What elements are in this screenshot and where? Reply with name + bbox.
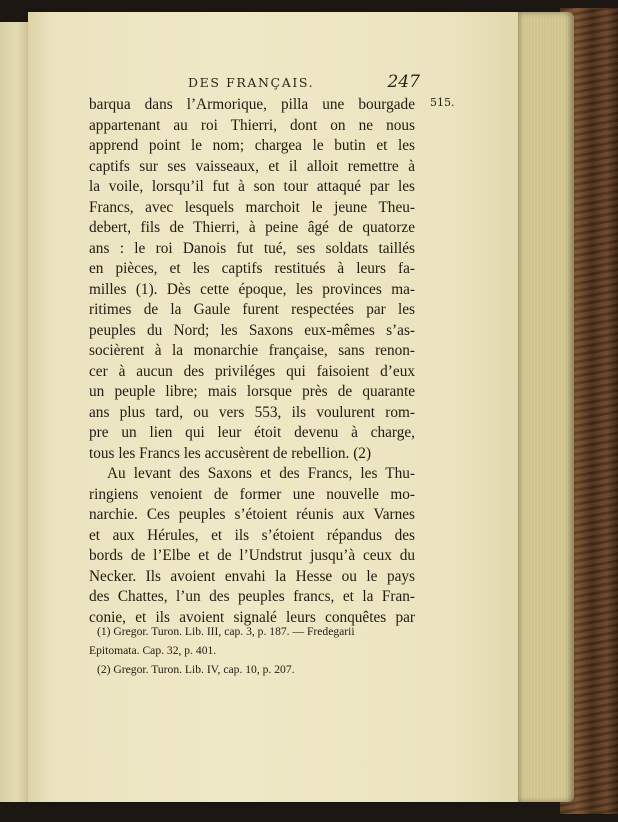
text-line: appartenant au roi Thierri, dont on ne nous (89, 116, 415, 134)
text-line: captifs sur ses vaisseaux, et il alloit remettre à (89, 157, 415, 175)
running-head-title: DES FRANÇAIS. (188, 75, 315, 90)
facing-page-edge (0, 22, 29, 802)
text-line: Au levant des Saxons et des Francs, les Thu- (107, 465, 415, 482)
text-line: Necker. Ils avoient envahi la Hesse ou le pays (89, 567, 415, 585)
text-line: bords de l’Elbe et de l’Undstrut jusqu’à ceux du (89, 547, 415, 564)
text-line: en pièces, et les captifs restitués à leurs fa- (89, 260, 415, 277)
text-line: ans : le roi Danois fut tué, ses soldats taillés (89, 239, 415, 257)
text-line: conie, et ils avoient signalé leurs conquêtes par (89, 608, 415, 626)
text-line: apprend point le nom; chargea le butin et les (89, 137, 415, 154)
text-line: Francs, avec lesquels marchoit le jeune Theu- (89, 198, 415, 216)
text-line: socièrent à la monarchie française, sans renon- (89, 342, 415, 359)
text-line: la voile, lorsqu’il fut à son tour attaqué par les (89, 178, 415, 195)
body-text (89, 95, 415, 628)
text-line: debert, fils de Thierri, à peine âgé de quatorze (89, 219, 415, 236)
text-line: tous les Francs les accusèrent de rebellion. (2) (89, 444, 372, 462)
page-number: 247 (387, 72, 420, 92)
text-line: un peuple libre; mais lorsque près de quarante (89, 383, 415, 400)
text-line: barqua dans l’Armorique, pilla une bourgade (89, 96, 415, 113)
text-line: narchie. Ces peuples s’étoient réunis aux Varnes (89, 506, 415, 523)
text-line: milles (1). Dès cette époque, les provinces ma- (89, 280, 415, 298)
text-line: peuples du Nord; les Saxons eux-mêmes s’as- (89, 321, 415, 339)
text-line: et aux Hérules, et ils s’étoient répandus des (89, 526, 415, 544)
footnotes (89, 622, 427, 679)
text-line: cer à aucun des priviléges qui faisoient d’eux (89, 362, 415, 380)
footnote-line: Epitomata. Cap. 32, p. 401. (89, 644, 217, 657)
margin-date: 515. (430, 96, 455, 109)
page-stack-edge (512, 12, 574, 802)
text-line: ritimes de la Gaule furent respectées par les (89, 301, 415, 318)
text-line: ringiens venoient de former une nouvelle mo- (89, 485, 415, 503)
text-line: pre un lien qui leur étoit devenu à charge, (89, 424, 415, 441)
text-line: ans plus tard, ou vers 553, ils voulurent rom- (89, 403, 415, 421)
text-line: des Chattes, l’un des peuples francs, et la Fran- (89, 588, 415, 605)
running-head (90, 72, 420, 92)
footnote-line: (1) Gregor. Turon. Lib. III, cap. 3, p. 187. — Fredegarii (97, 625, 355, 638)
footnote-line: (2) Gregor. Turon. Lib. IV, cap. 10, p. 207. (97, 663, 295, 676)
